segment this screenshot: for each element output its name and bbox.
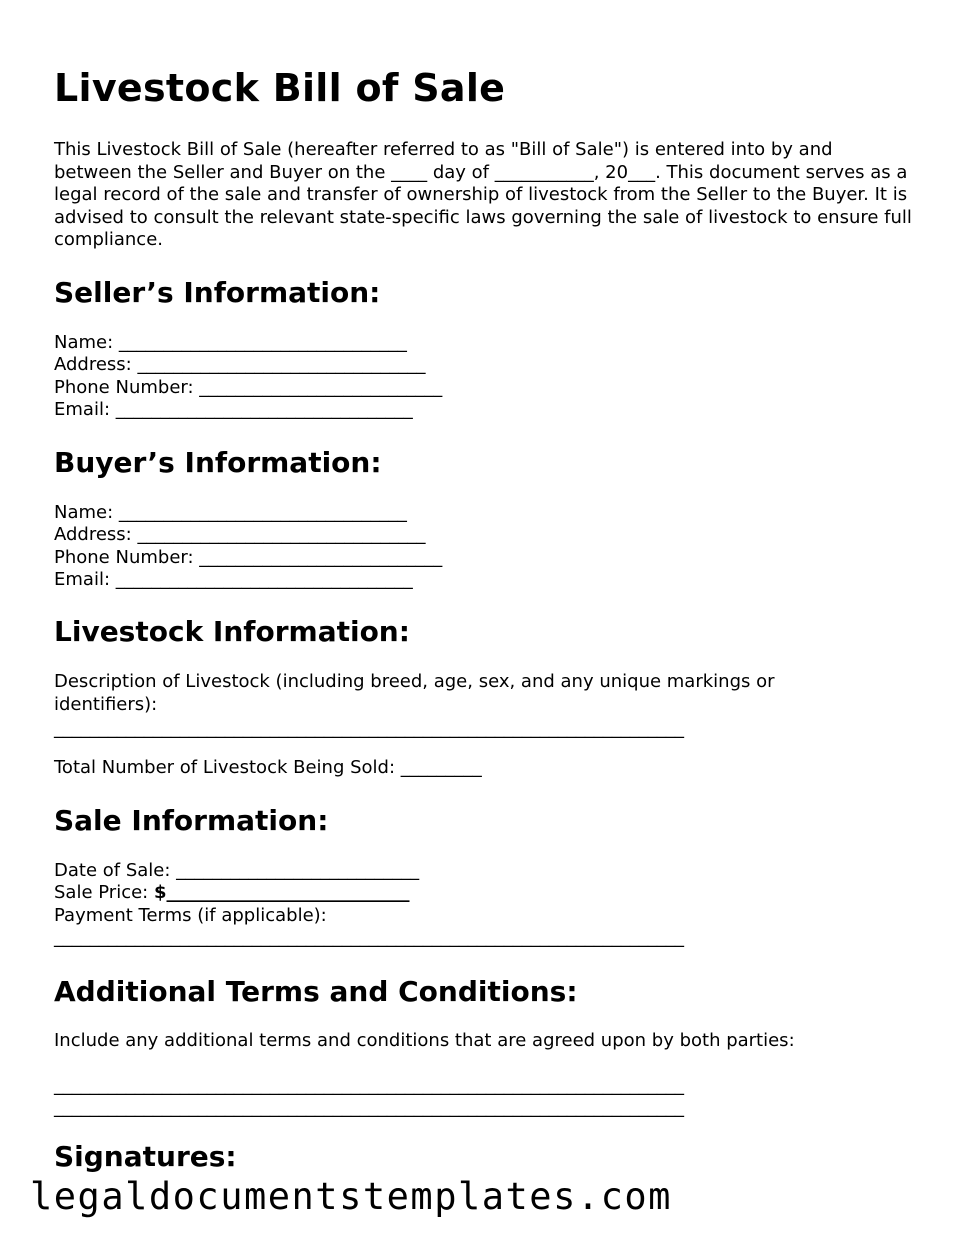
- buyer-phone-field: Phone Number: ___________________________: [54, 547, 443, 568]
- livestock-heading: Livestock Information:: [54, 615, 410, 648]
- seller-address-field: Address: ________________________________: [54, 354, 426, 375]
- livestock-description-line: ______________________________________________________________________: [54, 718, 684, 739]
- seller-email-field: Email: _________________________________: [54, 399, 413, 420]
- seller-name-field: Name: ________________________________: [54, 332, 407, 353]
- seller-heading: Seller’s Information:: [54, 276, 381, 309]
- sale-price-value: $___________________________: [153, 882, 410, 903]
- livestock-description-label: Description of Livestock (including breed, age, sex, and any unique markings or identifiers):: [54, 671, 775, 715]
- additional-terms-text: Include any additional terms and conditions that are agreed upon by both parties:: [54, 1030, 795, 1051]
- payment-terms-line: ______________________________________________________________________: [54, 927, 684, 948]
- document-title: Livestock Bill of Sale: [54, 66, 506, 110]
- sale-heading: Sale Information:: [54, 804, 329, 837]
- livestock-total-field: Total Number of Livestock Being Sold: _________: [54, 757, 482, 778]
- buyer-email-field: Email: _________________________________: [54, 569, 413, 590]
- buyer-name-field: Name: ________________________________: [54, 502, 407, 523]
- buyer-heading: Buyer’s Information:: [54, 446, 382, 479]
- sale-price-field: [54, 882, 409, 905]
- sale-date-field: Date of Sale: ___________________________: [54, 860, 420, 881]
- additional-terms-line-2: ______________________________________________________________________: [54, 1097, 684, 1118]
- additional-terms-heading: Additional Terms and Conditions:: [54, 975, 578, 1008]
- buyer-address-field: Address: ________________________________: [54, 524, 426, 545]
- sale-price-label: Sale Price:: [54, 882, 154, 903]
- footer-watermark: legaldocumentstemplates.com: [30, 1175, 672, 1218]
- seller-phone-field: Phone Number: ___________________________: [54, 377, 443, 398]
- signatures-heading: Signatures:: [54, 1140, 237, 1173]
- intro-paragraph: This Livestock Bill of Sale (hereafter referred to as "Bill of Sale") is entered into by and between the Seller and Buyer on the ____ day of ___________, 20___. This document serves as a legal record of the sale and transfer of ownership of livestock from the Seller to the Buyer. It is advised to consult the relevant state-specific laws governing the sale of livestock to ensure full compliance.: [54, 139, 912, 250]
- additional-terms-line-1: ______________________________________________________________________: [54, 1075, 684, 1096]
- payment-terms-label: Payment Terms (if applicable):: [54, 905, 327, 926]
